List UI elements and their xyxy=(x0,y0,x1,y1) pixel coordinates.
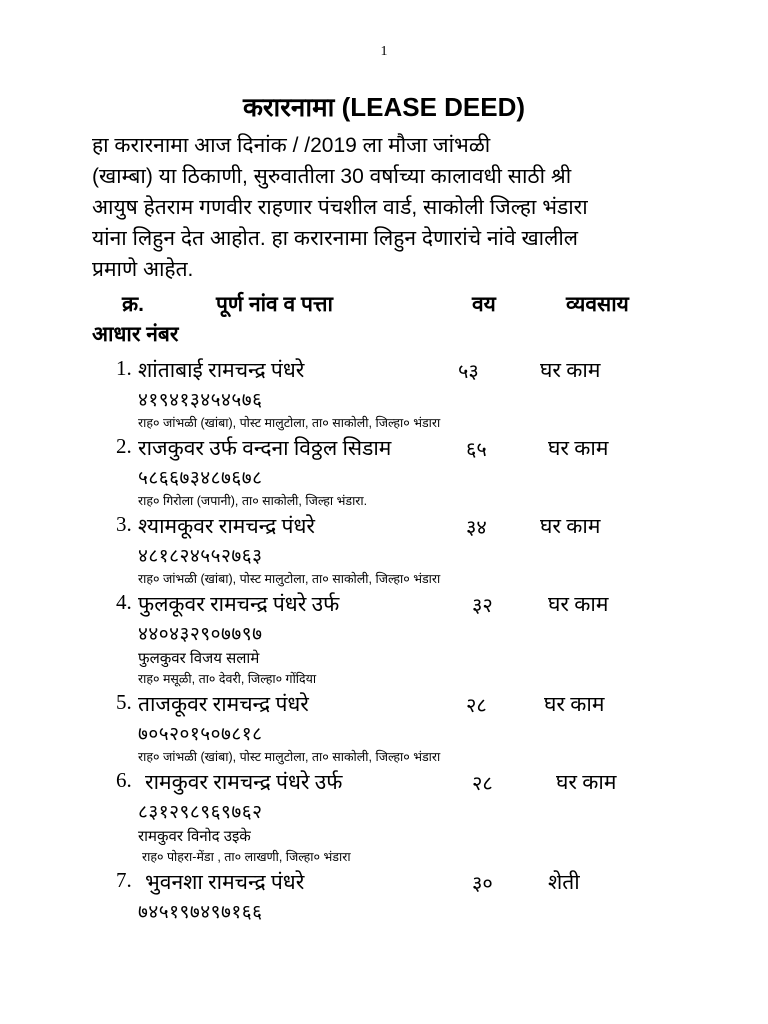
intro-line: प्रमाणे आहेत. xyxy=(92,258,194,281)
person-age: २८ xyxy=(472,773,493,795)
person-index: 4. xyxy=(116,590,132,614)
header-name-address: पूर्ण नांव व पत्ता xyxy=(216,293,333,316)
person-address: राह० जांभळी (खांबा), पोस्ट मालुटोला, ता० साकोली, जिल्हा० भंडारा xyxy=(138,572,441,586)
person-name: भुवनशा रामचन्द्र पंधरे xyxy=(145,870,305,894)
person-name: रामकुवर रामचन्द्र पंधरे उर्फ xyxy=(145,770,343,794)
person-name: फुलकूवर रामचन्द्र पंधरे उर्फ xyxy=(138,592,340,616)
person-name: श्यामकूवर रामचन्द्र पंधरे xyxy=(138,514,315,538)
person-alias: रामकुवर विनोद उइके xyxy=(138,828,251,845)
person-occupation: घर काम xyxy=(548,436,609,460)
person-name: ताजकूवर रामचन्द्र पंधरे xyxy=(138,692,309,716)
person-index: 7. xyxy=(116,868,132,892)
person-address: राह० पोहरा-मेंडा , ता० लाखणी, जिल्हा० भंडारा xyxy=(142,850,351,864)
person-aadhaar: ४८१८२४५५२७६३ xyxy=(138,546,263,567)
intro-line: (खाम्बा) या ठिकाणी, सुरुवातीला 30 वर्षाच्या कालावधी साठी श्री xyxy=(92,165,572,188)
person-age: ३४ xyxy=(466,517,487,539)
person-index: 5. xyxy=(116,690,132,714)
person-aadhaar: ७०५२०१५०७८१८ xyxy=(138,724,263,745)
person-occupation: घर काम xyxy=(540,358,601,382)
person-address: राह० मसूळी, ता० देवरी, जिल्हा० गोंदिया xyxy=(138,672,317,686)
person-address: राह० जांभळी (खांबा), पोस्ट मालुटोला, ता० साकोली, जिल्हा० भंडारा xyxy=(138,750,441,764)
person-alias: फुलकुवर विजय सलामे xyxy=(138,650,260,667)
person-address: राह० गिरोला (जपानी), ता० साकोली, जिल्हा भंडारा. xyxy=(138,494,368,508)
person-aadhaar: ७४५१९७४९७१६६ xyxy=(138,902,263,923)
person-age: ३० xyxy=(472,873,493,895)
person-aadhaar: ५८६६७३४८७६७८ xyxy=(138,468,263,489)
intro-line: हा करारनामा आज दिनांक / /2019 ला मौजा जांभळी xyxy=(92,134,491,157)
intro-paragraph xyxy=(92,130,682,285)
person-occupation: घर काम xyxy=(548,592,609,616)
person-aadhaar: ४४०४३२९०७७९७ xyxy=(138,624,263,645)
intro-line: आयुष हेतराम गणवीर राहणार पंचशील वार्ड, साकोली जिल्हा भंडारा xyxy=(92,196,588,219)
person-age: ६५ xyxy=(466,439,487,461)
intro-line: यांना लिहुन देत आहोत. हा करारनामा लिहुन देणारांचे नांवे खालील xyxy=(92,227,579,250)
header-serial: क्र. xyxy=(122,293,144,316)
person-index: 2. xyxy=(116,434,132,458)
person-age: ३२ xyxy=(472,595,493,617)
person-index: 1. xyxy=(116,356,132,380)
person-age: ५३ xyxy=(458,361,479,383)
document-title: करारनामा (LEASE DEED) xyxy=(242,92,526,122)
person-name: शांताबाई रामचन्द्र पंधरे xyxy=(138,358,305,382)
header-aadhaar: आधार नंबर xyxy=(92,323,179,346)
person-index: 3. xyxy=(116,512,132,536)
header-age: वय xyxy=(472,293,496,316)
person-aadhaar: ४१९४१३४५४५७६ xyxy=(138,390,263,411)
person-address: राह० जांभळी (खांबा), पोस्ट मालुटोला, ता० साकोली, जिल्हा० भंडारा xyxy=(138,416,441,430)
person-index: 6. xyxy=(116,768,132,792)
person-occupation: घर काम xyxy=(556,770,617,794)
person-name: राजकुवर उर्फ वन्दना विठ्ठल सिडाम xyxy=(138,436,392,460)
person-occupation: घर काम xyxy=(540,514,601,538)
header-occupation: व्यवसाय xyxy=(566,293,629,316)
person-age: २८ xyxy=(466,695,487,717)
person-aadhaar: ८३१२९८९६९७६२ xyxy=(138,802,263,823)
person-occupation: शेती xyxy=(548,870,580,894)
page-number: 1 xyxy=(380,44,388,59)
person-occupation: घर काम xyxy=(544,692,605,716)
